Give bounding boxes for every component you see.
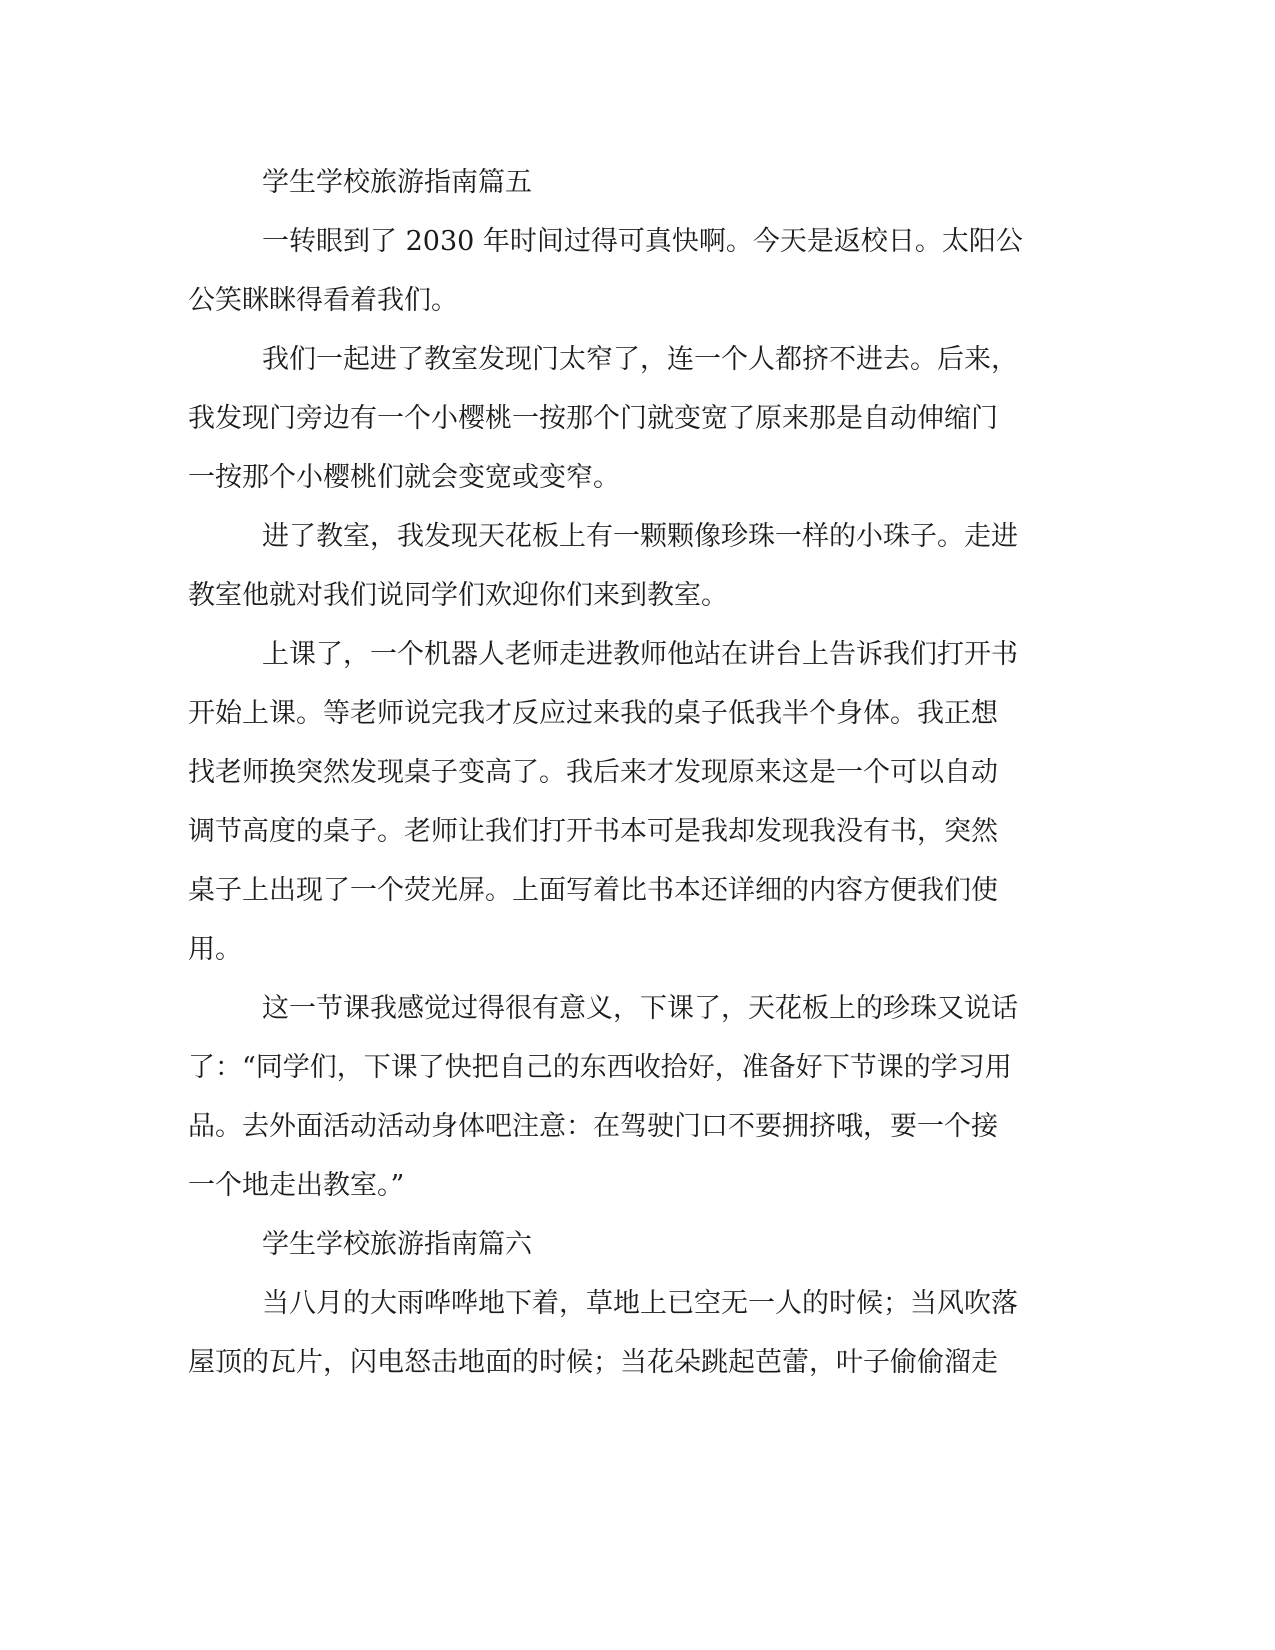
paragraph-line: 这一节课我感觉过得很有意义，下课了，天花板上的珍珠又说话 xyxy=(262,993,1018,1024)
section-heading: 学生学校旅游指南篇六 xyxy=(262,1229,532,1260)
paragraph-line: 一按那个小樱桃们就会变宽或变窄。 xyxy=(188,462,620,493)
paragraph-line: 品。去外面活动活动身体吧注意：在驾驶门口不要拥挤哦，要一个接 xyxy=(188,1111,998,1142)
paragraph-line: 我们一起进了教室发现门太窄了，连一个人都挤不进去。后来， xyxy=(262,344,1018,375)
paragraph-line: 找老师换突然发现桌子变高了。我后来才发现原来这是一个可以自动 xyxy=(188,757,998,788)
paragraph-line: 一个地走出教室。” xyxy=(188,1170,405,1201)
paragraph-line: 屋顶的瓦片，闪电怒击地面的时候；当花朵跳起芭蕾，叶子偷偷溜走 xyxy=(188,1347,998,1378)
paragraph-line: 当八月的大雨哗哗地下着，草地上已空无一人的时候；当风吹落 xyxy=(262,1288,1018,1319)
paragraph-line: 调节高度的桌子。老师让我们打开书本可是我却发现我没有书，突然 xyxy=(188,816,998,847)
paragraph-line: 进了教室，我发现天花板上有一颗颗像珍珠一样的小珠子。走进 xyxy=(262,521,1018,552)
paragraph-line: 桌子上出现了一个荧光屏。上面写着比书本还详细的内容方便我们使 xyxy=(188,875,998,906)
paragraph-line: 我发现门旁边有一个小樱桃一按那个门就变宽了原来那是自动伸缩门 xyxy=(188,403,998,434)
section-heading: 学生学校旅游指南篇五 xyxy=(262,167,532,198)
paragraph-line: 开始上课。等老师说完我才反应过来我的桌子低我半个身体。我正想 xyxy=(188,698,998,729)
paragraph-line: 了：“同学们，下课了快把自己的东西收拾好，准备好下节课的学习用 xyxy=(188,1052,1012,1083)
paragraph-line: 上课了，一个机器人老师走进教师他站在讲台上告诉我们打开书 xyxy=(262,639,1018,670)
paragraph-line: 教室他就对我们说同学们欢迎你们来到教室。 xyxy=(188,580,728,611)
paragraph-line: 用。 xyxy=(188,934,242,965)
paragraph-line: 公笑眯眯得看着我们。 xyxy=(188,285,458,316)
paragraph-line: 一转眼到了 2030 年时间过得可真快啊。今天是返校日。太阳公 xyxy=(262,226,1023,257)
